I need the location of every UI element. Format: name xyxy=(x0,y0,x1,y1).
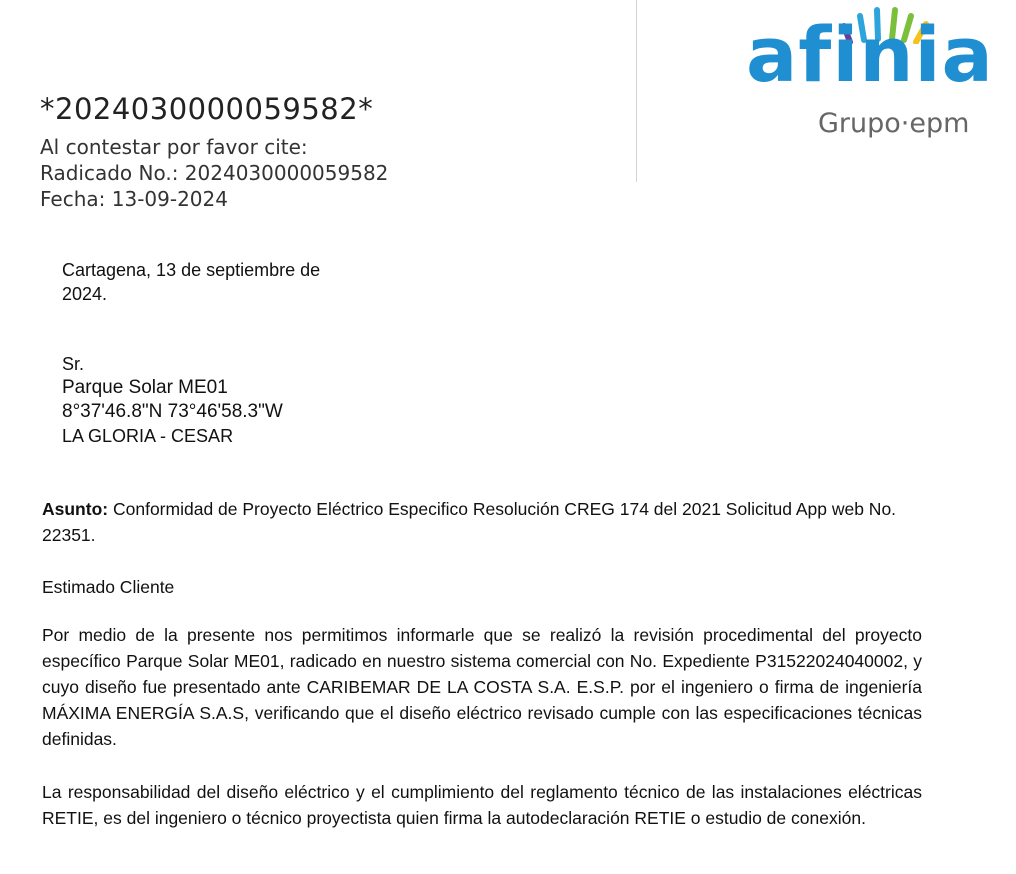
recipient-name: Parque Solar ME01 xyxy=(62,377,228,398)
recipient-block xyxy=(62,352,283,448)
radicado-number: Radicado No.: 2024030000059582 xyxy=(40,161,389,185)
header-divider xyxy=(636,0,637,182)
body-paragraph-1: Por medio de la presente nos permitimos informarle que se realizó la revisión procedimental del proyecto específico Parque Solar ME01, radicado en nuestro sistema comercial con No. Expediente P31522024040002, y cuyo diseño fue presentado ante CARIBEMAR DE LA COSTA S.A. E.S.P. por el ingeniero o firma de ingeniería MÁXIMA ENERGÍA S.A.S, verificando que el diseño eléctrico revisado cumple con las especificaciones técnicas definidas. xyxy=(42,625,922,749)
barcode-number: *2024030000059582* xyxy=(40,92,374,126)
logo-group: Grupo·epm xyxy=(818,108,970,139)
recipient-location: LA GLORIA - CESAR xyxy=(62,426,234,446)
document-date: Fecha: 13-09-2024 xyxy=(40,187,228,211)
greeting: Estimado Cliente xyxy=(42,577,175,597)
recipient-coordinates: 8°37'46.8"N 73°46'58.3"W xyxy=(62,401,283,422)
logo-wordmark: afinia xyxy=(746,10,994,99)
afinia-logo xyxy=(744,4,994,144)
subject-line xyxy=(42,496,922,548)
cite-label: Al contestar por favor cite: xyxy=(40,135,308,159)
body-paragraph-2: La responsabilidad del diseño eléctrico y el cumplimiento del reglamento técnico de las instalaciones eléctricas RETIE, es del ingeniero o técnico proyectista quien firma la autodeclaración RETIE o estudio de conexión. xyxy=(42,782,922,828)
recipient-salutation: Sr. xyxy=(62,354,85,374)
subject-label: Asunto: xyxy=(42,499,109,519)
subject-text: Conformidad de Proyecto Eléctrico Especifico Resolución CREG 174 del 2021 Solicitud App web No. 22351. xyxy=(42,499,897,545)
city-date: Cartagena, 13 de septiembre de 2024. xyxy=(62,260,321,304)
